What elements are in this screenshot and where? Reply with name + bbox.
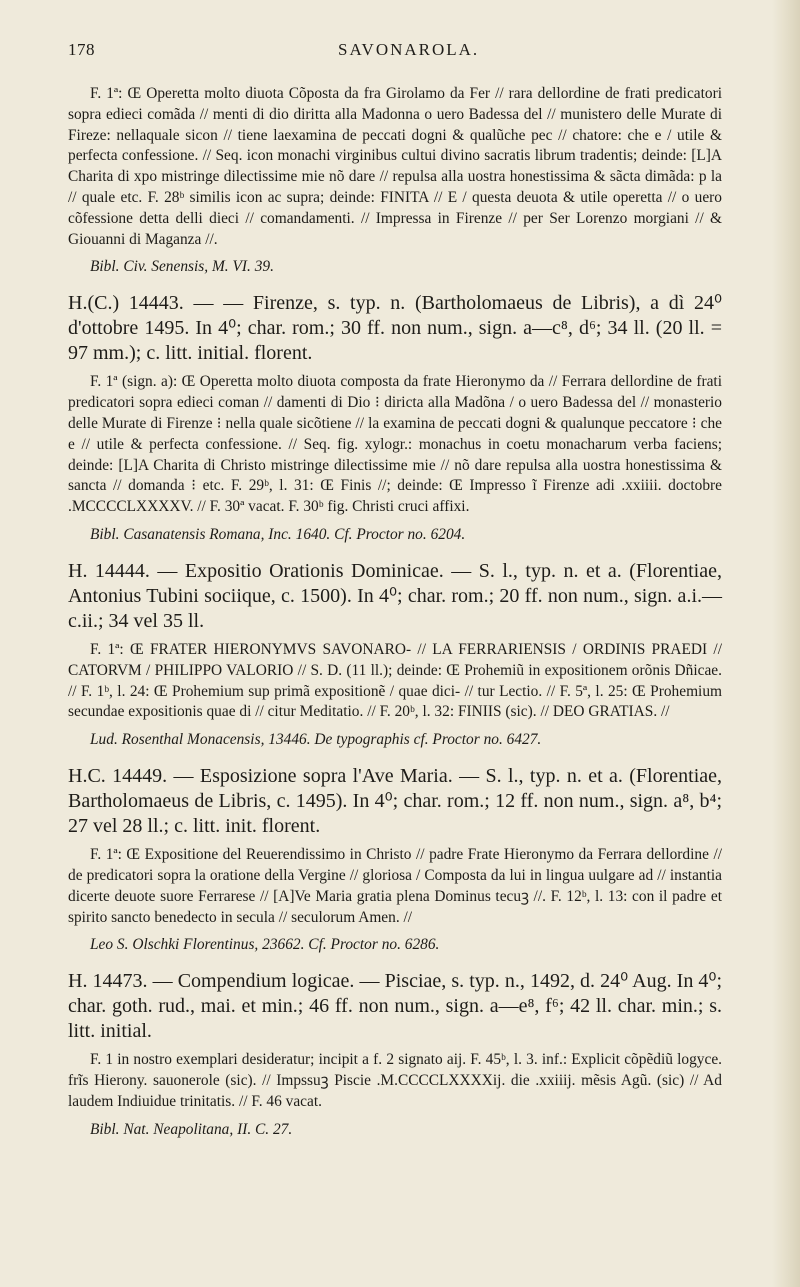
entry-source: Leo S. Olschki Florentinus, 23662. Cf. Proctor no. 6286. (90, 936, 440, 954)
entry-heading: H.C. 14449. — Esposizione sopra l'Ave Maria. — S. l., typ. n. et a. (Florentiae, Bartholomaeus de Libris, c. 1495). In 4⁰; char. rom.; 12 ff. non num., sign. a⁸, b⁴; 27 vel 28 ll.; c. litt. init. florent. (68, 765, 722, 838)
page-edge-shadow (772, 0, 800, 1287)
page-header (68, 40, 708, 70)
catalog-entry (68, 969, 722, 1139)
running-head: SAVONAROLA. (338, 40, 480, 59)
entry-description: F. 1ª (sign. a): Œ Operetta molto diuota composta da frate Hieronymo da // Ferrara dellordine de frati predicatori sopra edieci coman // damenti di Dio ⁝ diricta alla Madõna / o uero Badessa del // monasterio delle Murate di Firenze ⁝ nella quale sicõtiene // la examina de peccati dogni & qualunque peccatore ⁝ che e // utile & perfecta confessione. // Seq. fig. xylogr.: monachus in coetu monacharum verba faciens; deinde: [L]A Charita di Christo mistringe dilectissime mie // nõ dare repulsa alla uostra honestissima & sancta // domanda ⁝ etc. F. 29ᵇ, l. 31: Œ Finis //; deinde: Œ Impresso ĩ Firenze adi .xxiiii. doctobre .MCCCCLXXXXV. // F. 30ª vacat. F. 30ᵇ fig. Christi cruci affixi. (68, 373, 722, 516)
entry-source: Bibl. Civ. Senensis, M. VI. 39. (90, 258, 274, 276)
catalog-entry (68, 764, 722, 955)
page-number: 178 (68, 40, 95, 59)
entry-description: F. 1ª: Œ Operetta molto diuota Cõposta da fra Girolamo da Fer // rara dellordine de frati predicatori sopra edieci comãda // menti di dio diritta alla Madonna o uero Badessa del // munistero delle Murate di Fireze: nellaquale sicon // tiene laexamina de peccati dogni & qualũche pec // chatore: che e / utile & perfecta confessione. // Seq. icon monachi virginibus cultui divino sacratis librum tradentis; deinde: [L]A Charita di xpo mistringe dilectissime mie nõ dare // repulsa alla uostra honestissima & sãcta dimãda: p la // quale etc. F. 28ᵇ similis icon ac supra; deinde: FINITA // E / questa deuota & utile operetta // o uero cõfessione detta delli dieci // comandamenti. // Impressa in Firenze // per Ser Lorenzo morgiani // & Giouanni di Maganza //. (68, 85, 722, 248)
entry-description: F. 1 in nostro exemplari desideratur; incipit a f. 2 signato aij. F. 45ᵇ, l. 3. inf.: Explicit cõpẽdiũ logyce. frĩs Hierony. sauonerole (sic). // Impssuꝫ Piscie .M.CCCCLXXXXij. die .xxiiij. mẽsis Agũ. (sic) // Ad laudem Indiuidue trinitatis. // F. 46 vacat. (68, 1051, 722, 1110)
entry-description: F. 1ª: Œ FRATER HIERONYMVS SAVONARO- // LA FERRARIENSIS / ORDINIS PRAEDI // CATORVM / PHILIPPO VALORIO // S. D. (11 ll.); deinde: Œ Prohemiũ in expositionem orõnis Dñicae. // F. 1ᵇ, l. 24: Œ Prohemium sup primã expositionẽ / quae dici- // tur Lectio. // F. 5ª, l. 25: Œ Prohemium secundae expositionis quae di // citur Meditatio. // F. 20ᵇ, l. 32: FINIIS (sic). // DEO GRATIAS. // (68, 640, 722, 721)
entry-source: Lud. Rosenthal Monacensis, 13446. De typographis cf. Proctor no. 6427. (90, 731, 542, 749)
entry-heading: H. 14444. — Expositio Orationis Dominicae. — S. l., typ. n. et a. (Florentiae, Antonius Tubini sociique, c. 1500). In 4⁰; char. rom.; 20 ff. non num., sign. a.i.—c.ii.; 34 vel 35 ll. (68, 559, 722, 632)
catalog-entry (68, 291, 722, 545)
entry-heading: H. 14473. — Compendium logicae. — Pisciae, s. typ. n., 1492, d. 24⁰ Aug. In 4⁰; char. goth. rud., mai. et min.; 46 ff. non num., sign. a—e⁸, f⁶; 42 ll. char. min.; s. litt. initial. (68, 970, 722, 1043)
page-content (68, 84, 722, 1154)
entry-description: F. 1ª: Œ Expositione del Reuerendissimo in Christo // padre Frate Hieronymo da Ferrara dellordine // de predicatori sopra la oratione della Vergine // gloriosa / Composta da lui in lingua uulgare ad // instantia dicerte deuote suore Ferrarese // [A]Ve Maria gratia plena Dominus tecuꝫ //. F. 12ᵇ, l. 13: con il padre et spirito sancto benedecto in secula // seculorum Amen. // (68, 846, 722, 926)
catalog-entry (68, 559, 722, 750)
catalog-entry (68, 84, 722, 277)
entry-source: Bibl. Nat. Neapolitana, II. C. 27. (90, 1120, 293, 1138)
entry-heading: H.(C.) 14443. — — Firenze, s. typ. n. (Bartholomaeus de Libris), a dì 24⁰ d'ottobre 1495. In 4⁰; char. rom.; 30 ff. non num., sign. a—c⁸, d⁶; 34 ll. (20 ll. = 97 mm.); c. litt. initial. florent. (68, 292, 722, 365)
entry-source: Bibl. Casanatensis Romana, Inc. 1640. Cf. Proctor no. 6204. (90, 525, 466, 543)
